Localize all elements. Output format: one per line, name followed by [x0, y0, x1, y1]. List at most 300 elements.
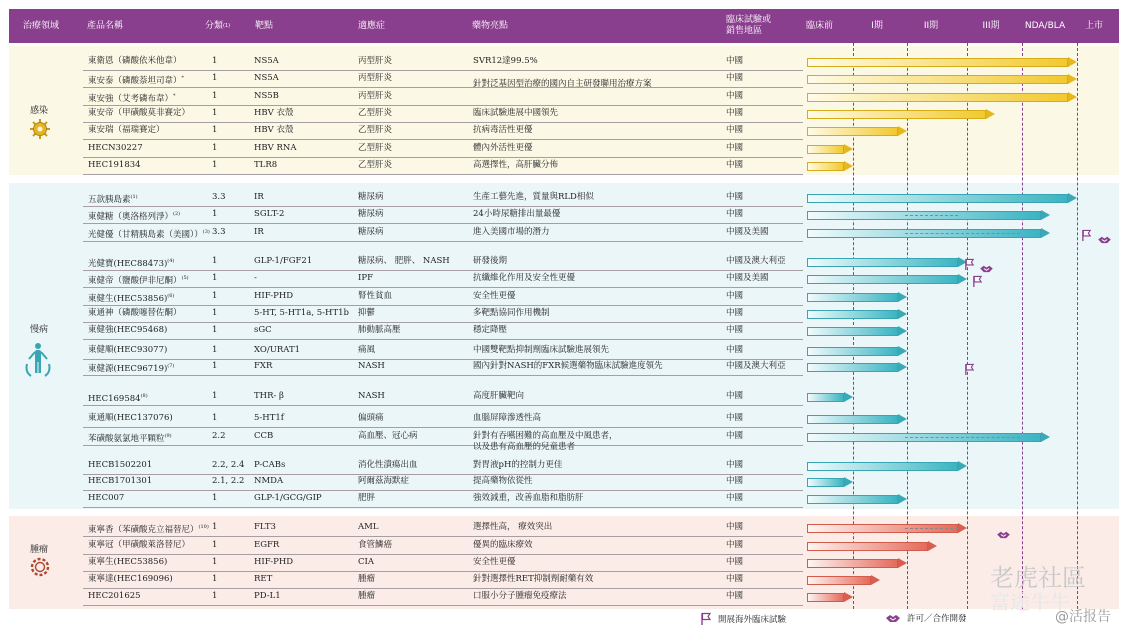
bar-dashed-segment — [905, 215, 958, 216]
product-region: 中國 — [726, 108, 744, 118]
progress-bar-arrow — [898, 558, 907, 568]
phase-3: III期 — [982, 20, 1000, 31]
header-name: 產品名稱 — [87, 20, 124, 31]
progress-bar-arrow — [898, 126, 907, 136]
product-class: 1 — [212, 209, 218, 219]
phase-preclinical: 臨床前 — [805, 20, 833, 31]
product-name-text: 五款胰島素 — [88, 194, 131, 205]
row-divider — [83, 375, 803, 376]
product-name — [88, 273, 189, 287]
shared-highlight: 針對泛基因型治療的國內自主研發聯用治療方案 — [473, 79, 652, 89]
product-indication: 糖尿病 — [358, 209, 384, 219]
table-row — [0, 323, 1128, 340]
progress-bar-arrow — [898, 362, 907, 372]
progress-bar-body — [807, 462, 958, 471]
product-class: 1 — [212, 325, 218, 335]
product-name-text: 東安帝（甲磺酸莫非賽定） — [88, 108, 191, 118]
progress-bar — [807, 542, 937, 551]
product-target: FXR — [254, 361, 273, 371]
product-region: 中國及美國 — [726, 273, 769, 283]
bar-dashed-segment — [905, 528, 958, 529]
product-class: 1 — [212, 574, 218, 584]
product-target: HIF-PHD — [254, 557, 294, 567]
product-highlight-line2: 以及患有高血壓的兒童患者 — [473, 442, 576, 452]
table-row — [0, 474, 1128, 491]
progress-bar-body — [807, 542, 928, 551]
product-highlight: 口服小分子腫瘤免疫療法 — [473, 591, 567, 601]
legend-license — [885, 612, 967, 624]
product-region: 中國 — [726, 557, 744, 567]
header-region-line2: 銷售地區 — [726, 26, 763, 36]
progress-bar-arrow — [871, 575, 880, 585]
progress-bar-arrow — [1041, 432, 1050, 442]
product-region: 中國 — [726, 574, 744, 584]
product-highlight: 選擇性高， 療效突出 — [473, 522, 553, 532]
product-class: 1 — [212, 108, 218, 118]
product-name — [88, 574, 173, 585]
product-indication: 阿爾茲海默症 — [358, 476, 410, 486]
row-divider — [83, 605, 803, 606]
product-name-text: 東通神（磷酸噻替佐酮） — [88, 308, 182, 318]
watermark-line2: 富途牛牛 — [990, 590, 1070, 614]
progress-bar — [807, 327, 907, 336]
table-row — [0, 158, 1128, 175]
progress-bar-body — [807, 162, 844, 171]
progress-bar-arrow — [1041, 228, 1050, 238]
header-region-line1: 臨床試驗或 — [726, 15, 772, 25]
progress-bar-arrow — [844, 161, 853, 171]
progress-bar-arrow — [958, 523, 967, 533]
product-region: 中國 — [726, 460, 744, 470]
product-indication: 腫瘤 — [358, 591, 376, 601]
table-row — [0, 289, 1128, 306]
area-infection-label: 感染 — [29, 106, 48, 116]
product-note: (7) — [167, 363, 175, 369]
table-row — [0, 389, 1128, 406]
product-target: EGFR — [254, 540, 280, 550]
product-name-text: 東衛恩（磷酸依米他韋） — [88, 56, 182, 66]
product-name — [88, 227, 210, 241]
progress-bar-arrow — [898, 414, 907, 424]
product-class: 3.3 — [212, 227, 226, 237]
product-name — [88, 557, 167, 568]
header-highlight: 藥物亮點 — [472, 20, 509, 31]
progress-bar-arrow — [1068, 57, 1077, 67]
product-class: 2.1, 2.2 — [212, 476, 245, 486]
product-indication: IPF — [358, 273, 373, 283]
product-target: GLP-1/FGF21 — [254, 256, 313, 266]
progress-bar-arrow — [898, 494, 907, 504]
product-note: (2) — [173, 211, 181, 217]
row-divider — [83, 241, 803, 242]
product-indication: 糖尿病 — [358, 227, 384, 237]
product-name — [88, 256, 174, 270]
product-highlight: 高選擇性，高肝臟分佈 — [473, 160, 559, 170]
product-name-text: HECB1701301 — [88, 476, 153, 486]
product-indication: 食管鱗癌 — [358, 540, 393, 550]
product-region: 中國 — [726, 291, 744, 301]
progress-bar-arrow — [844, 392, 853, 402]
product-target: THR- β — [254, 391, 284, 401]
product-target: SGLT-2 — [254, 209, 285, 219]
row-divider — [83, 223, 803, 224]
progress-bar — [807, 293, 907, 302]
watermark-line3: @活报告 — [1055, 609, 1111, 625]
product-highlight: 24小時尿糖排出量最優 — [473, 209, 561, 219]
product-indication: 乙型肝炎 — [358, 143, 393, 153]
progress-bar-body — [807, 593, 844, 602]
progress-bar-arrow — [844, 592, 853, 602]
product-indication: NASH — [358, 391, 385, 401]
product-target: NS5B — [254, 91, 279, 101]
product-name — [88, 125, 165, 136]
product-highlight: 針對選擇性RET抑制劑耐藥有效 — [473, 574, 594, 584]
product-name — [88, 540, 190, 551]
product-target: CCB — [254, 431, 274, 441]
product-indication: 肺動脈高壓 — [358, 325, 401, 335]
product-name — [88, 160, 141, 171]
header-class — [205, 9, 245, 43]
product-indication: 腫瘤 — [358, 574, 376, 584]
product-class: 1 — [212, 308, 218, 318]
product-name — [88, 91, 176, 105]
table-row — [0, 359, 1128, 376]
product-name-text: HEC191834 — [88, 160, 141, 170]
product-region: 中國 — [726, 391, 744, 401]
progress-bar-arrow — [898, 346, 907, 356]
product-class: 1 — [212, 56, 218, 66]
header-region — [726, 9, 796, 43]
progress-bar-body — [807, 559, 898, 568]
phase-2: II期 — [923, 20, 939, 31]
product-target: HBV RNA — [254, 143, 297, 153]
product-note: (9) — [164, 433, 172, 439]
product-name-text: 東健順(HEC93077) — [88, 345, 168, 355]
product-name-text: 光健優（甘精胰島素（美國）） — [88, 229, 203, 240]
product-region: 中國 — [726, 522, 744, 532]
product-target: IR — [254, 227, 264, 237]
product-name-text: 苯磺酸氨氯地平顆粒 — [88, 433, 165, 444]
product-target: PD-L1 — [254, 591, 281, 601]
product-highlight: 強效減重，改善血脂和脂肪肝 — [473, 493, 584, 503]
product-indication: 肥胖 — [358, 493, 376, 503]
progress-bar-arrow — [958, 461, 967, 471]
product-region: 中國 — [726, 476, 744, 486]
product-highlight: 提高藥物依從性 — [473, 476, 533, 486]
product-target: FLT3 — [254, 522, 276, 532]
product-indication: NASH — [358, 361, 385, 371]
progress-bar-arrow — [1068, 92, 1077, 102]
phase-launched: 上市 — [1084, 20, 1103, 31]
product-target: - — [254, 273, 257, 283]
product-region: 中國 — [726, 192, 744, 202]
product-name-text: HEC169584 — [88, 393, 141, 404]
product-name-text: 東健糖（奧洛格列淨） — [88, 211, 174, 222]
product-name — [88, 476, 152, 487]
product-target: RET — [254, 574, 273, 584]
product-note: * — [173, 93, 176, 99]
product-name — [88, 73, 184, 87]
flag-icon — [964, 361, 975, 380]
product-class: 1 — [212, 540, 218, 550]
table-row — [0, 555, 1128, 572]
legend-license-label: 許可／合作開發 — [907, 614, 967, 624]
progress-bar-arrow — [928, 541, 937, 551]
product-note: * — [181, 75, 185, 81]
progress-bar — [807, 415, 907, 424]
product-indication: 乙型肝炎 — [358, 125, 393, 135]
product-target: HIF-PHD — [254, 291, 294, 301]
product-class: 3.3 — [212, 192, 226, 202]
product-region: 中國及澳大利亞 — [726, 256, 786, 266]
progress-bar — [807, 75, 1077, 84]
product-region: 中國 — [726, 413, 744, 423]
product-name-text: 東寧達(HEC169096) — [88, 574, 173, 584]
progress-bar — [807, 363, 907, 372]
product-indication: 高血壓、冠心病 — [358, 431, 418, 441]
product-indication: 痛風 — [358, 345, 376, 355]
product-highlight: 對胃液pH的控制力更佳 — [473, 460, 563, 470]
table-row — [0, 190, 1128, 207]
product-region: 中國及澳大利亞 — [726, 361, 786, 371]
product-class: 1 — [212, 73, 218, 83]
product-indication: 偏頭痛 — [358, 413, 384, 423]
product-name — [88, 108, 190, 119]
product-region: 中國 — [726, 91, 744, 101]
product-name — [88, 325, 167, 336]
progress-bar — [807, 127, 907, 136]
handshake-icon — [1097, 229, 1112, 248]
progress-bar — [807, 145, 853, 154]
product-name-text: 光健寶(HEC88473) — [88, 258, 168, 269]
progress-bar-body — [807, 293, 898, 302]
product-region: 中國 — [726, 345, 744, 355]
product-highlight: 國內針對NASH的FXR候選藥物臨床試驗進度領先 — [473, 361, 663, 371]
product-highlight: 針對有吞嚥困難的高血壓及中風患者， — [473, 431, 618, 441]
table-row — [0, 271, 1128, 288]
product-name — [88, 192, 138, 206]
bar-dashed-segment — [905, 437, 1020, 438]
progress-bar-body — [807, 327, 898, 336]
product-target: HBV 衣殼 — [254, 108, 294, 118]
product-class: 1 — [212, 125, 218, 135]
table-row — [0, 89, 1128, 106]
table-row — [0, 411, 1128, 428]
product-indication: 抑鬱 — [358, 308, 376, 318]
area-oncology-label: 腫瘤 — [29, 545, 48, 555]
row-divider — [83, 445, 803, 446]
product-highlight: 多靶點協同作用機制 — [473, 308, 550, 318]
table-header — [9, 9, 1119, 43]
product-highlight: SVR12達99.5% — [473, 56, 538, 66]
progress-bar — [807, 275, 967, 284]
progress-bar-body — [807, 93, 1068, 102]
row-divider — [83, 536, 803, 537]
product-note: (8) — [140, 393, 148, 399]
product-class: 1 — [212, 143, 218, 153]
product-indication: 丙型肝炎 — [358, 73, 393, 83]
progress-bar — [807, 93, 1077, 102]
flag-icon — [700, 612, 712, 626]
progress-bar-arrow — [844, 144, 853, 154]
product-highlight: 安全性更優 — [473, 557, 516, 567]
progress-bar — [807, 462, 967, 471]
product-region: 中國 — [726, 56, 744, 66]
product-region: 中國 — [726, 143, 744, 153]
product-highlight: 抗纖維化作用及安全性更優 — [473, 273, 576, 283]
product-region: 中國 — [726, 308, 744, 318]
table-row — [0, 54, 1128, 71]
progress-bar — [807, 559, 907, 568]
product-name-text: HECB1502201 — [88, 460, 153, 470]
progress-bar — [807, 347, 907, 356]
handshake-icon — [996, 524, 1011, 543]
header-indication: 適應症 — [358, 20, 386, 31]
progress-bar — [807, 194, 1077, 203]
product-class: 1 — [212, 273, 218, 283]
progress-bar — [807, 478, 853, 487]
product-name-text: 東健源(HEC96719) — [88, 363, 168, 374]
product-name — [88, 391, 148, 405]
product-region: 中國 — [726, 591, 744, 601]
row-divider — [83, 507, 803, 508]
product-name — [88, 431, 172, 445]
product-name — [88, 413, 173, 424]
product-region: 中國 — [726, 325, 744, 335]
product-indication: 腎性貧血 — [358, 291, 393, 301]
product-target: 5-HT1f — [254, 413, 284, 423]
product-class: 1 — [212, 557, 218, 567]
table-row — [0, 589, 1128, 606]
product-indication: 乙型肝炎 — [358, 160, 393, 170]
product-indication: CIA — [358, 557, 374, 567]
row-divider — [83, 139, 803, 140]
handshake-icon — [979, 258, 994, 277]
table-row — [0, 106, 1128, 123]
product-highlight: 高度肝臟靶向 — [473, 391, 525, 401]
product-name-text: 東安強（艾考磷布韋） — [88, 93, 174, 104]
progress-bar-body — [807, 58, 1068, 67]
product-region: 中國及美國 — [726, 227, 769, 237]
table-row — [0, 141, 1128, 158]
product-target: 5-HT, 5-HT1a, 5-HT1b — [254, 308, 349, 318]
product-highlight: 安全性更優 — [473, 291, 516, 301]
product-note: (10) — [198, 524, 209, 530]
product-class: 2.2 — [212, 431, 226, 441]
product-note: (5) — [181, 275, 189, 281]
product-target: IR — [254, 192, 264, 202]
product-name — [88, 308, 182, 319]
progress-bar-body — [807, 127, 898, 136]
product-class: 1 — [212, 345, 218, 355]
progress-bar-arrow — [898, 292, 907, 302]
row-divider — [83, 427, 803, 428]
legend-flag — [700, 612, 786, 626]
row-divider — [83, 87, 803, 88]
progress-bar-body — [807, 275, 958, 284]
product-name — [88, 591, 141, 602]
table-row — [0, 458, 1128, 475]
product-name — [88, 143, 143, 154]
table-row — [0, 343, 1128, 360]
progress-bar-arrow — [1068, 74, 1077, 84]
product-highlight: 體內外活性更優 — [473, 143, 533, 153]
product-name-text: 東健帝（鹽酸伊非尼酮） — [88, 275, 182, 286]
product-indication: 丙型肝炎 — [358, 56, 393, 66]
product-name — [88, 361, 174, 375]
watermark-line1: 老虎社區 — [990, 564, 1086, 592]
progress-bar-arrow — [1068, 193, 1077, 203]
product-name-text: 東寧生(HEC53856) — [88, 557, 168, 567]
table-row — [0, 491, 1128, 508]
product-name-text: 東通順(HEC137076) — [88, 413, 173, 423]
product-target: XO/URAT1 — [254, 345, 301, 355]
table-row — [0, 123, 1128, 140]
table-row — [0, 254, 1128, 271]
table-row — [0, 572, 1128, 589]
progress-bar-body — [807, 194, 1068, 203]
product-target: P-CABs — [254, 460, 286, 470]
product-highlight: 進入美國市場的潛力 — [473, 227, 550, 237]
product-name — [88, 345, 167, 356]
product-indication: AML — [358, 522, 379, 532]
product-highlight: 中國雙靶點抑制劑臨床試驗進展領先 — [473, 345, 610, 355]
product-target: HBV 衣殼 — [254, 125, 294, 135]
product-name-text: HECN30227 — [88, 143, 143, 153]
progress-bar-body — [807, 75, 1068, 84]
product-region: 中國 — [726, 493, 744, 503]
handshake-icon — [885, 613, 901, 623]
progress-bar-body — [807, 258, 958, 267]
progress-bar — [807, 593, 853, 602]
progress-bar — [807, 495, 907, 504]
header-class-label: 分類 — [205, 20, 224, 31]
product-class: 1 — [212, 591, 218, 601]
product-name-text: 東安泰（磷酸萘坦司韋） — [88, 75, 182, 86]
product-target: TLR8 — [254, 160, 278, 170]
product-highlight: 穩定降壓 — [473, 325, 508, 335]
progress-bar-body — [807, 110, 986, 119]
progress-bar-body — [807, 478, 844, 487]
product-name-text: 東健生(HEC53856) — [88, 293, 168, 304]
progress-bar-body — [807, 145, 844, 154]
product-note: (6) — [167, 293, 175, 299]
table-row — [0, 207, 1128, 224]
product-target: NMDA — [254, 476, 284, 486]
progress-bar — [807, 258, 967, 267]
product-region: 中國 — [726, 160, 744, 170]
product-name-text: 東寧香（苯磺酸克立福替尼） — [88, 524, 199, 535]
product-name-text: 東健強(HEC95468) — [88, 325, 168, 335]
product-class: 1 — [212, 413, 218, 423]
product-name-text: 東安瑞（福瑞賽定） — [88, 125, 165, 135]
product-note: (4) — [167, 258, 175, 264]
product-class: 1 — [212, 391, 218, 401]
product-target: sGC — [254, 325, 272, 335]
product-class: 1 — [212, 256, 218, 266]
row-divider — [83, 174, 803, 175]
progress-bar-body — [807, 393, 844, 402]
progress-bar-arrow — [844, 477, 853, 487]
product-highlight: 抗病毒活性更優 — [473, 125, 533, 135]
product-region: 中國 — [726, 209, 744, 219]
area-chronic-label: 慢病 — [29, 325, 48, 335]
progress-bar — [807, 310, 907, 319]
product-region: 中國 — [726, 431, 744, 441]
header-class-note: (1) — [223, 22, 231, 29]
product-name — [88, 522, 209, 536]
product-name — [88, 460, 152, 471]
